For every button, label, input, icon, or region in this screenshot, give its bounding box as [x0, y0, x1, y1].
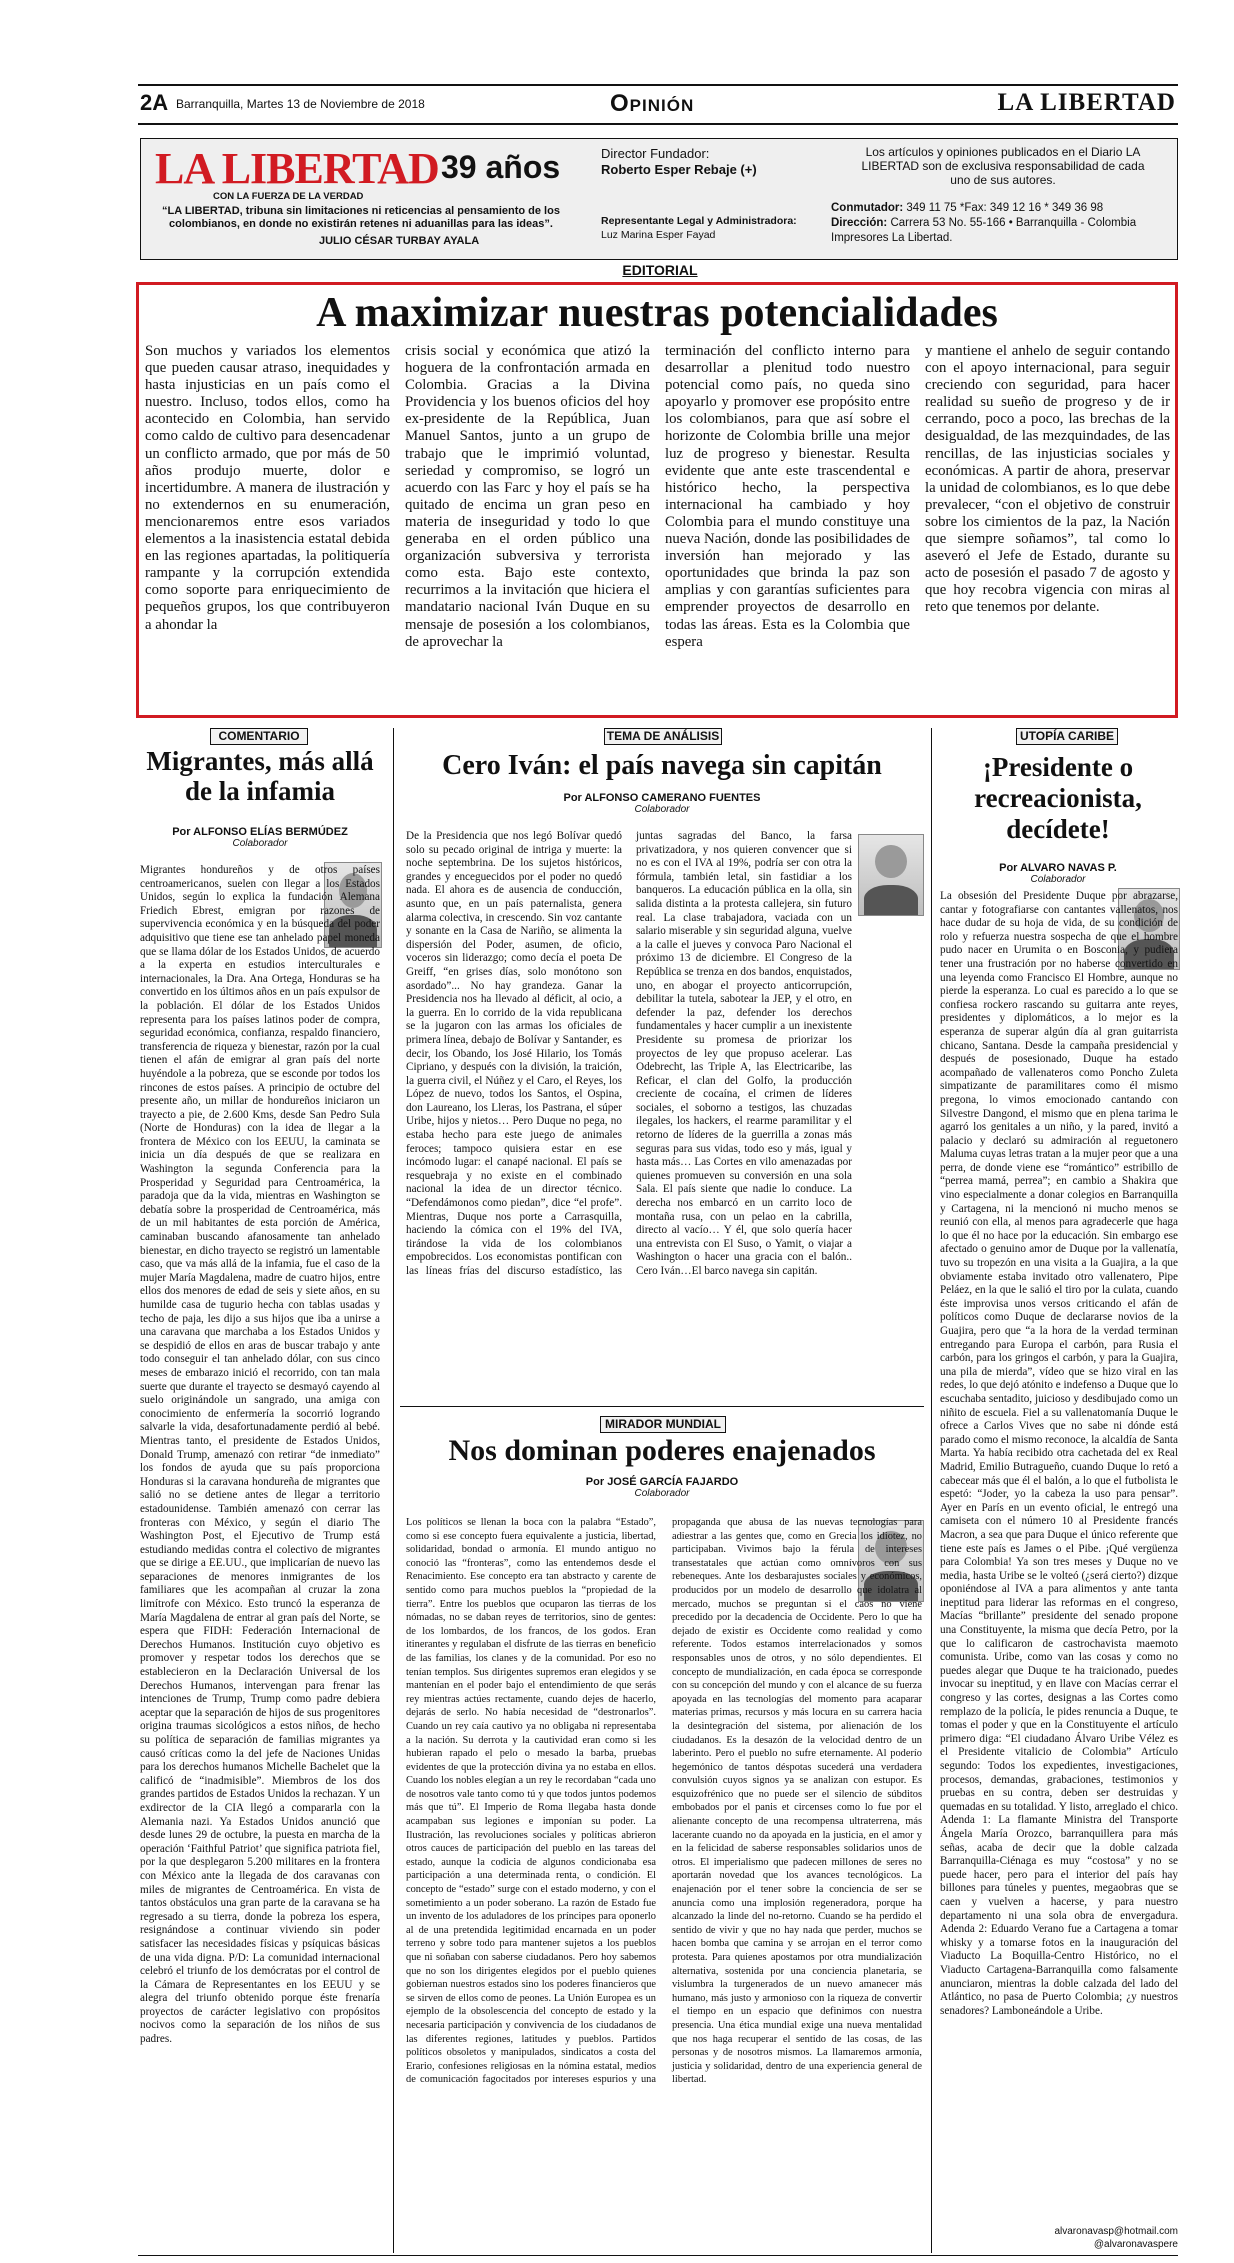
phones: [831, 202, 1103, 214]
left-article-role: Colaborador: [232, 838, 288, 849]
dateline: Barranquilla, Martes 13 de Noviembre de 2018: [176, 97, 425, 111]
masthead-slogan: CON LA FUERZA DE LA VERDAD: [213, 191, 364, 202]
editorial-col-3: terminación del conflicto interno para desarrollar a plenitud todo nuestro potencial como país, no queda sino apoyarlo y promover ese propósito entre los colombianos, para que así sobre el horizonte de Colombia brille una mejor luz de progreso y bienestar. Resulta evidente que ante este trascendental e histórico hecho, la perspectiva internacional ha cambiado y hoy Colombia para el mundo constituye una nueva Nación, donde las posibilidades de inversión han mejorado y las oportunidades que brinda la paz son amplias y con garantías suficientes para emprender proyectos de desarrollo en todas las áreas. Esta es la Colombia que espera: [665, 343, 910, 650]
right-article-role: Colaborador: [1030, 874, 1086, 885]
center-top-col-1: [406, 830, 852, 1396]
center-top-title: Cero Iván: el país navega sin capitán: [442, 750, 882, 781]
left-article-title: Migrantes, más allá de la infamia: [146, 746, 374, 806]
address-label: Dirección:: [831, 217, 888, 229]
center-bottom-byline: [400, 1476, 924, 1499]
section-title: Opinión: [610, 90, 695, 117]
legal-name: Luz Marina Esper Fayad: [601, 229, 716, 241]
right-author-email[interactable]: alvaronavasp@hotmail.com: [1054, 2226, 1178, 2237]
page-number: 2A: [140, 90, 169, 115]
right-article-byline: [938, 862, 1178, 885]
center-top-byline: [400, 792, 924, 815]
disclaimer: Los artículos y opiniones publicados en el Diario LA LIBERTAD son de exclusiva responsabilidad de cada uno de sus autores.: [861, 145, 1145, 187]
director-label: Director Fundador:: [601, 146, 710, 161]
masthead-box: [140, 138, 1178, 260]
center-top-author-photo: [858, 834, 924, 916]
printer: Impresores La Libertad.: [831, 232, 953, 244]
masthead-years: 39 años: [441, 149, 561, 185]
center-top-body: De la Presidencia que nos legó Bolívar quedó solo su pecado original de intriga y muerte: la noche septembrina. De los sujetos históricos, grandes y enceguecidos por el poder no quedó nada. El ahora es de ausencia de conducción, asunto que, en un país paternalista, genera alarma colectiva, in crescendo. Sin voz cantante y sonante en la Casa de Nariño, se alimenta la dispersión del Poder, asumen, de oficio, voceros sin liderazgo; como decía el poeta De Greiff, “en grises días, solo monótono son asordado”... No hay grandeza. Ganar la Presidencia nos ha llevado al déficit, al ocio, a la guerra. En lo corrido de la vida republicana se la jugaron con las armas los oficiales de primera línea, debajo de Bolívar y Santander, es decir, los Obando, los José Hilario, los Tomás Cipriano, y después con la división, la traición, la guerra civil, el Núñez y el Caro, el Reyes, los López de nuevo, todos los Santos, el Ospina, don Laureano, los Lleras, los Pastrana, el súper Uribe, hijos y nietos… Pero Duque no pega, no estaba hecho para este juego de animales feroces; tampoco quisiera estar en ese incómodo lugar: el canapé nacional. El país se resquebraja y no existe en el combinado nacional la idea de un director técnico. “Defendámonos como piedan”, dice “el profe”. Mientras, Duque nos porte a Carrasquilla, haciendo la cómica con el 19% del IVA, tirándose la vida de los colombianos empobrecidos. Los economistas pontifican con las líneas frías del discurso estadístico, las juntas sagradas del Banco, la farsa privatizadora, y nos quieren convencer que si no es con el IVA al 19%, podría ser con otra la fórmula, también letal, sin fastidiar a los banqueros. La educación pública en la olla, sin salida distinta a la protesta callejera, sin futuro real. La clase trabajadora, vaciada con un salario miserable y sin seguridad alguna, vuelve a la calle el jueves y convoca Paro Nacional el próximo 13 de diciembre. El Congreso de la República se trenza en dos bandos, enquistados, uno, en abogar el proyecto anticorrupción, debilitar la tutela, sabotear la JEP, y el otro, en defender la paz, defender los derechos fundamentales y hacer cumplir a un inexistente Presidente su promesa de priorizar los proyectos de ley que propuso acelerar. Las Odebrecht, las Triple A, las Electricaribe, las Reficar, el clan del Golfo, la producción creciente de cocaína, el crimen de líderes sociales, el soborno a testigos, las chuzadas ilegales, los hackers, el rearme paramilitar y el retorno de líderes de la guerrilla a zonas más seguras para sus vidas, todo eso y más, igual y hasta más… Las Cortes en vilo amenazadas por quienes promueven su conversión en una sola Sala. El país siente que nadie lo conduce. La derecha nos embarcó en un carrito loco de montaña rusa, con un pelao en la cabrilla, directo al vacío… Y él, que solo quería hacer una entrevista con El Suso, o Yamit, o viajar a Washington o hacer una gracia con el balón.. Cero Iván…El barco navega sin capitán.: [406, 830, 852, 1277]
director-name: Roberto Esper Rebaje (+): [601, 162, 757, 177]
center-bottom-badge: MIRADOR MUNDIAL: [600, 1416, 726, 1433]
center-top-author: Por ALFONSO CAMERANO FUENTES: [563, 792, 761, 804]
right-article-body: La obsesión del Presidente Duque por abrazarse, cantar y fotografiarse con cantantes vallenatos, nos hace dudar de su hoja de vida, de su condición de rolo y refuerza nuestra sospecha de que el hombre pudo nacer en Urumita o en Bosconia, y pudiera tener una frustración por no haberse convertido en una leyenda como Francisco El Hombre, aunque no pierde la esperanza. Lo cual es parecido a lo que se confiesa rockero rascando su guitarra ante reyes, presidentes y diplomáticos, a lo mejor es la esperanza de superar algún día al gran guitarrista chicano, Santana. Desde la campaña presidencial y después de posesionado, Duque ha estado acompañado de vallenateros como Poncho Zuleta simpatizante de paramilitares como él mismo pregona, lo vimos emocionado cantando con Silvestre Dangond, el mismo que en plena tarima le agarró los genitales a un niño, y la pared, invitó a palacio y declaró su admiración al reguetonero Maluma cuyas letras tratan a la mujer peor que a una perra, de donde viene ese “romántico” estribillo de “perrea mamá, perrea”; en cambio a Shakira que vino especialmente a donar colegios en Barranquilla y Cartagena, ni la mencionó ni mucho menos se reunió con ella, al menos para agradecerle que haga lo que él no hace por la educación. Sin embargo ese afectado o genuino amor de Duque por la vallenatía, tuvo su tropezón en una visita a la Guajira, a la que obviamente estaba invitado otro vallenatero, Pipe Peláez, en la que le salió el tiro por la culata, cuando éste improvisa unos versos criticando el afán de políticos como Duque de declararse novios de la Guajira, pero que “a la hora de la verdad terminan entregando para Europa el carbón, para Rusia el carbón, para los gringos el carbón, y para la Guajira, una pila de mierda”, vídeo que se hizo viral en las redes, lo que dejó atónito e indefenso a Duque que lo escuchaba sentadito, juicioso y desdibujado como un niñito de escuela. Fiel a su vallenatomanía Duque le ofrece a Carlos Vives que no sabe ni dónde está parado como el mismo reconoce, la alcaldía de Santa Marta. Ya había recibido otra cachetada del ex Real Madrid, Emilio Butragueño, cuando Duque lo retó a cabecear más que él el balón, a lo que el futbolista le espetó: “Joder, yo la cabeza la uso para pensar”. Ayer en París en un evento oficial, le entregó una camiseta con el número 10 al Presidente francés Macron, a sea que para Duque el único referente que tiene este país es James o el Pibe. ¡Qué vergüenza para Colombia! Ya son tres meses y Duque no ve media, hasta Uribe se le volteó (¿será cierto?) dizque oponiéndose al IVA a para alimentos y ante tanta ineptitud para liderar las reformas en el congreso, Macías “brillante” presidente del senado propone una Constituyente, la misma que decía Petro, por la que lo calificaron de castrochavista maemoto comunista. Uribe, como van las cosas y como no puedes alegar que Duque te ha traicionado, puedes invocar su ineptitud, y en llave con Macías cerrar el congreso y las cortes, designas a las Cortes como remplazo de la policía, le pides renuncia a Duque, te tomas el poder y que en la Constituyente el artículo primero diga: “El ciudadano Álvaro Uribe Vélez es el Presidente vitalicio de Colombia” Artículo segundo: Todos los expedientes, investigaciones, procesos, demandas, grabaciones, testimonios y pruebas en su contra, deben ser destruidas y quemadas en su totalidad. Y listo, arreglado el chico. Adenda 1: La flamante Ministra del Transporte Ángela María Orozco, barranquillera para más señas, acaba de decir que la doble calzada Barranquilla-Ciénaga es muy “costosa” y no se puede hacer, pero para el interior del país hay billones para túneles y puentes, megaobras que se caen y vuelven a hacerse, y para nuestro departamento ni una sola obra de envergadura. Adenda 2: Eduardo Verano fue a Cartagena a tomar whisky y a tomarse fotos en la inauguración del Viaducto La Boquilla-Centro Histórico, no el Viaducto Cartagena-Barranquilla como falsamente anunciaron, mientras la doble calzada del lado del Atlántico, no pasa de Puerto Colombia; ¿y nuestros senadores? Lamboneándole a Uribe.: [940, 890, 1178, 2017]
brand-name: LA LIBERTAD: [997, 89, 1176, 116]
editorial-col-4: y mantiene el anhelo de seguir contando con el apoyo internacional, para seguir creciendo con seguridad, para hacer realidad su sueño de progreso y de ir cerrando, poco a poco, las brechas de la desigualdad, de las mezquindades, de las rencillas, de las injusticias sociales y económicas. A partir de ahora, preservar la unidad de colombianos, es lo que debe prevalecer, “con el objetivo de construir sobre los cimientos de la paz, la Nación que siempre soñamos”, tal como lo aseveró el Jefe de Estado, durante su acto de posesión el pasado 7 de agosto y que hoy recobra vigencia con miras al reto que tenemos por delante.: [925, 343, 1170, 616]
center-bottom-role: Colaborador: [634, 1488, 690, 1499]
legal-label: Representante Legal y Administradora:: [601, 215, 797, 227]
right-section-badge: UTOPÍA CARIBE: [1016, 728, 1118, 745]
editorial-label: EDITORIAL: [622, 262, 698, 278]
masthead-quote: “LA LIBERTAD, tribuna sin limitaciones ni reticencias al pensamiento de los colombianos, en donde no existirán retenes ni aduanillas para las ideas”.: [162, 205, 560, 230]
center-top-role: Colaborador: [634, 804, 690, 815]
address-value: Carrera 53 No. 55-166 • Barranquilla - Colombia: [890, 217, 1137, 229]
left-article-byline: [142, 826, 378, 849]
left-article-author: Por ALFONSO ELÍAS BERMÚDEZ: [172, 826, 348, 838]
right-article-author: Por ALVARO NAVAS P.: [999, 862, 1117, 874]
center-bottom-body: Los políticos se llenan la boca con la palabra “Estado”, como si ese concepto fuera equivalente a justicia, libertad, solidaridad, bondad o armonía. El mundo antiguo no conoció las “fronteras”, como las entendemos desde el Renacimiento. Ese concepto era tan abstracto y carente de sentido como para muchos pueblos la “propiedad de la tierra”. Entre los pueblos que ocuparon las tierras de los nómadas, no se daban reyes de territorios, sino de gentes: de los lombardos, de los francos, de los godos. Eran itinerantes y regulaban el disfrute de las tierras en beneficio de las familias, los clanes y de la comunidad. Por eso no tenían templos. Sus dirigentes supremos eran elegidos y se mantenían en el poder bajo el entendimiento de que serás rey mientras actúes rectamente, cuando dejes de hacerlo, dejarás de serlo. No había necesidad de “destronarlos”. Cuando un rey caía cautivo ya no obligaba ni representaba a la nación. Su derrota y la cautividad eran como si les hubieran rapado el pelo o mesado la barba, pruebas evidentes de que la protección divina ya no estaba en ellos. Cuando los nobles elegían a un rey le recordaban “cada uno de nosotros vale tanto como tú y que todos juntos podemos más que tú”. El Imperio de Roma llegaba hasta donde acampaban sus legiones e imponían su poder. La Ilustración, las revoluciones sociales y políticas abrieron otros cauces de participación del pueblo en las tareas del estado, aunque la codicia de algunos condicionaba esa participación a una determinada renta, o condición. El concepto de “estado” surge con el estado moderno, y con el sometimiento a un poder soberano. La razón de Estado fue un invento de los aduladores de los príncipes para oponerlo al de una pretendida legitimidad encarnada en un poder terreno y sobre todo para mantener sujetos a los pueblos que ni soñaban con saberse ciudadanos. Pero hoy sabemos que no son los dirigentes elegidos por el pueblo quienes gobiernan nuestros estados sino los poderes financieros que se sirven de ellos como de peones. La Unión Europea es un ejemplo de la obsolescencia del concepto de estado y la necesaria participación y convivencia de los ciudadanos de las diferentes regiones, latitudes y pueblos. Partidos políticos obsoletos y manipulados, sindicatos a costa del Erario, confesiones religiosas en la nómina estatal, medios de comunicación fagocitados por intereses espurios y una propaganda que abusa de las nuevas tecnologías para adiestrar a las gentes que, como en Grecia los idiotez, no participaban. Vivimos bajo la férula de intereses transestatales que actúan como omnívoros con sus rebeneques. Ante los desbarajustes sociales y económicos, producidos por un modelo de desarrollo que idolatra al mercado, muchos se preguntan si el caos no viene precedido por la decadencia de Occidente. Pero lo que ha dejado de existir es Occidente como realidad y como referente. Todos estamos interrelacionados y somos responsables unos de otros, y no sólo dependientes. El concepto de mundialización, en cada época se corresponde con su concepción del mundo y con el alcance de su fuerza apoyada en las tecnologías del momento para acaparar materias primas, recursos y más locura en su carrera hacia la desintegración del sistema, por alienación de los ciudadanos. Es la desazón de la velocidad dentro de un laberinto. Pero el pueblo no sufre eternamente. Al poderío hegemónico de tantos déspotas sucederá una verdadera convulsión cuyos signos ya se analizan con estupor. Es esquizofrénico que no puede ser el silencio de súbditos embobados por el panis et circenses como lo fue por el alienante concepto de una recompensa ultraterrena, más lacerante cuando no da apoyada en la justicia, en el amor y en la felicidad de saberse responsables solidarios unos de otros. El imperialismo que padecen millones de seres no aportarán novedad que los avances tecnológicos. La enajenación por el tener sobre la conciencia de ser se anuncia como una implosión regeneradora, porque ha alcanzado la linde del no-retorno. Cuando se ha perdido el sentido de vivir y que no hay nada que perder, muchos se hacen bomba que camina y se arrojan en el terror como protesta. Para quienes apostamos por otra mundialización alternativa, sostenida por una conciencia planetaria, se vislumbra la turgenerados de un nuevo amanecer más humano, más justo y armonioso con la riqueza de convertir el tiempo en un espacio que definimos con nuestra presencia. Una ética mundial exige una nueva mentalidad que nos haga recuperar el sentido de las cosas, de las personas y de nosotros mismos. La llamaremos armonía, justicia y solidaridad, dentro de una experiencia general de libertad.: [406, 1517, 922, 2086]
left-section-badge: COMENTARIO: [210, 728, 308, 745]
address: [831, 217, 1136, 229]
editorial-title: A maximizar nuestras potencialidades: [316, 290, 998, 336]
center-bottom-body-wrap: [406, 1516, 922, 2251]
phones-label: Conmutador:: [831, 202, 904, 214]
right-article-title: ¡Presidente o recreacionista, decídete!: [974, 752, 1142, 844]
masthead-logo: LA LIBERTAD: [155, 144, 439, 193]
phones-value: 349 11 75 *Fax: 349 12 16 * 349 36 98: [906, 202, 1104, 214]
center-bottom-author: Por JOSÉ GARCÍA FAJARDO: [585, 1476, 739, 1488]
left-article-body: Migrantes hondureños y de otros países centroamericanos, suelen con llegar a los Estados Unidos, según lo explica la fundación Alemana Friedich Ebrest, emigran por razones de supervivencia económica y en la búsqueda del poder adquisitivo que tiene ese tan anhelado papel moneda que se llama dólar de los Estados Unidos, de acuerdo a la experta en estudios interculturales e internacionales, la Dra. Ana Ortega, Honduras se ha convertido en los últimos años en un país expulsor de la población. El dólar de los Estados Unidos representa para los países latinos poder de compra, seguridad económica, confianza, respaldo financiero, transferencia de riqueza y bienestar, razón por la cual tienen el afán de emigrar al gran país del norte huyéndole a la pobreza, que se esconde por todos los rincones de estos países. A principio de octubre del presente año, un millar de hondureños iniciaron un trayecto a pie, de 2.600 Kms, desde San Pedro Sula (Norte de Honduras) con la idea de llegar a la frontera de México con los EEUU, la caminata se inicia un día después de que se realizara en Washington la segunda Conferencia para la Prosperidad y Seguridad para Centroamérica, la paradoja que da la vida, mientras en Washington se debatía sobre la prosperidad de Centroamérica, más de un mil habitantes de esta porción de América, caminaban buscando afanosamente tan anhelado bienestar, en dicho trayecto se registró un lamentable caso, que va más allá de la infamia, fue el caso de la mujer María Magdalena, madre de cuatro hijos, entre ellos dos menores de edad de seis y siete años, en su humilde casa de tugurio hecha con tablas usadas y techo de paja, les dijo a sus hijos que iba a unirse a una caravana que marchaba a los Estados Unidos y se despidió de ellos en aras de buscar trabajo y ante todo conseguir el tan anhelado dólar, con sus cinco meses de embarazo inició el recorrido, con tan mala suerte que durante el trayecto se desmayó cayendo al suelo originándole un sangrado, una amiga con conocimiento de enfermería la socorrió logrando salvarle la vida, desafortunadamente perdió al bebé. Mientras tanto, el presidente de Estados Unidos, Donald Trump, amenazó con retirar “de inmediato” los fondos de ayuda que su país proporciona Honduras si la caravana hondureña de migrantes que salió no se detiene antes de llegar a territorio estadounidense. También amenazó con cerrar las fronteras con México, y según el diario The Washington Post, el Ejecutivo de Trump está estudiando medidas contra el colectivo de migrantes que se dirige a EE.UU., que implicarían de nuevo las separaciones de menores inmigrantes de los familiares que les acompañan al cruzar la zona limítrofe con México. Esto truncó la esperanza de María Magdalena de entrar al gran país del Norte, se espera que FIDH: Federación Internacional de Derechos Humanos. Institución cuyo objetivo es promover y respetar todos los derechos que se establecieron en la Declaración Universal de los Derechos Humanos, intervengan para frenar las intenciones de Trump, Trump como padre debiera aceptar que la separación de hijos de sus progenitores origina traumas sicológicos a estos niños, de hecho su política de separación de familias migrantes ya causó críticas como la del jefe de Naciones Unidas para los derechos humanos Michelle Bachelet que la calificó de “inadmisible”. Miembros de los dos grandes partidos de Estados Unidos la rechazan. Y un exdirector de la CIA llegó a compararla con la Alemania nazi. Ya Estados Unidos anunció que desde lunes 29 de octubre, la puesta en marcha de la operación ‘Faithful Patriot’ que significa patriota fiel, por la que desplegaron 5.200 militares en la frontera con México ante la llegada de dos caravanas con miles de migrantes de Centroamérica. En vista de tantos obstáculos una gran parte de la caravana se ha regresado a su tierra, donde la pobreza los espera, resignándose a continuar viviendo sin poder satisfacer las necesidades físicas y psíquicas básicas de una vida digna. P/D: La comunidad internacional celebró el triunfo de los demócratas por el control de la Cámara de Representantes en los EEUU y se alegra del triunfo obtenido porque éste frenaría proyectos de carácter legislativo con propósitos nocivos como la separación de los niños de sus padres.: [140, 864, 380, 2046]
editorial-box: [136, 282, 1178, 718]
right-author-twitter[interactable]: @alvaronavaspere: [1093, 2239, 1178, 2250]
editorial-col-2: crisis social y económica que atizó la hoguera de la confrontación armada en Colombia. Gracias a la Divina Providencia y los buenos oficios del hoy ex-presidente de la República, Juan Manuel Santos, junto a un grupo de trabajo que le imprimió voluntad, seriedad y compromiso, se logró un acuerdo con las Farc y hoy el país se ha quitado de encima un gran peso en materia de inseguridad y todo lo que generaba en el orden público una organización subversiva y terrorista como esta. Bajo este contexto, recurrimos a la invitación que hiciera el mandatario nacional Iván Duque en su mensaje de posesión a los colombianos, de aprovechar la: [405, 343, 650, 650]
editorial-col-1: Son muchos y variados los elementos que pueden causar atraso, inequidades y hasta injusticias en un país como el nuestro. Incluso, todos ellos, como ha acontecido en Colombia, han servido como caldo de cultivo para desencadenar un conflicto armado, que por más de 50 años produjo muerte, dolor e incertidumbre. A manera de ilustración y no extendernos en su enumeración, mencionaremos entre esos variados elementos a la inasistencia estatal debida en las regiones apartadas, la politiquería rampante y la corrupción extendida como soporte para enriquecimiento de pequeños grupos, los que contribuyeron a ahondar la: [145, 343, 390, 633]
masthead-quote-author: JULIO CÉSAR TURBAY AYALA: [319, 235, 480, 247]
center-top-badge: TEMA DE ANÁLISIS: [604, 728, 722, 745]
center-bottom-title: Nos dominan poderes enajenados: [448, 1434, 876, 1467]
